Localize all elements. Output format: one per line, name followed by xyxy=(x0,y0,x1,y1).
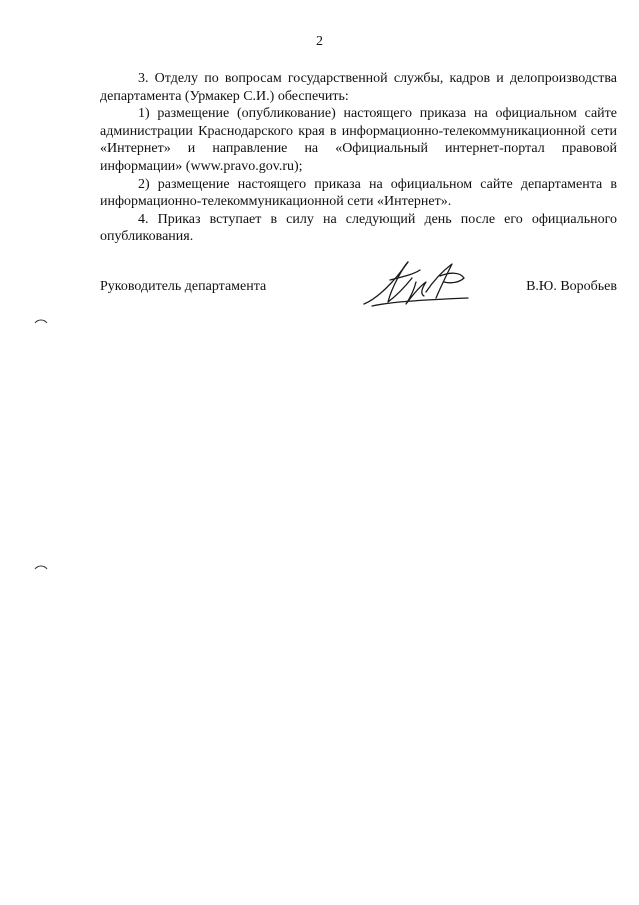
signatory-name: В.Ю. Воробьев xyxy=(526,279,617,294)
signature-block xyxy=(100,279,617,299)
paragraph-subitem-1: 1) размещение (опубликование) настоящего приказа на официальном сайте администрации Краснодарского края в информационно-телекоммуникационной сети «Интернет» и направление на «Официальный интернет-портал правовой информации» (www.pravo.gov.ru); xyxy=(100,106,617,174)
order-body xyxy=(100,70,617,246)
signatory-role: Руководитель департамента xyxy=(100,279,267,294)
paragraph-subitem-2: 2) размещение настоящего приказа на официальном сайте департамента в информационно-телекоммуникационной сети «Интернет». xyxy=(100,176,617,210)
paragraph-item-3: 3. Отделу по вопросам государственной службы, кадров и делопроизводства департамента (Урмакер С.И.) обеспечить: xyxy=(100,71,617,104)
handwritten-signature xyxy=(360,252,470,312)
paragraph-item-4: 4. Приказ вступает в силу на следующий день после его официального опубликования. xyxy=(100,211,617,245)
page-number: 2 xyxy=(316,34,323,49)
hole-punch-mark xyxy=(34,318,48,324)
hole-punch-mark xyxy=(34,564,48,570)
